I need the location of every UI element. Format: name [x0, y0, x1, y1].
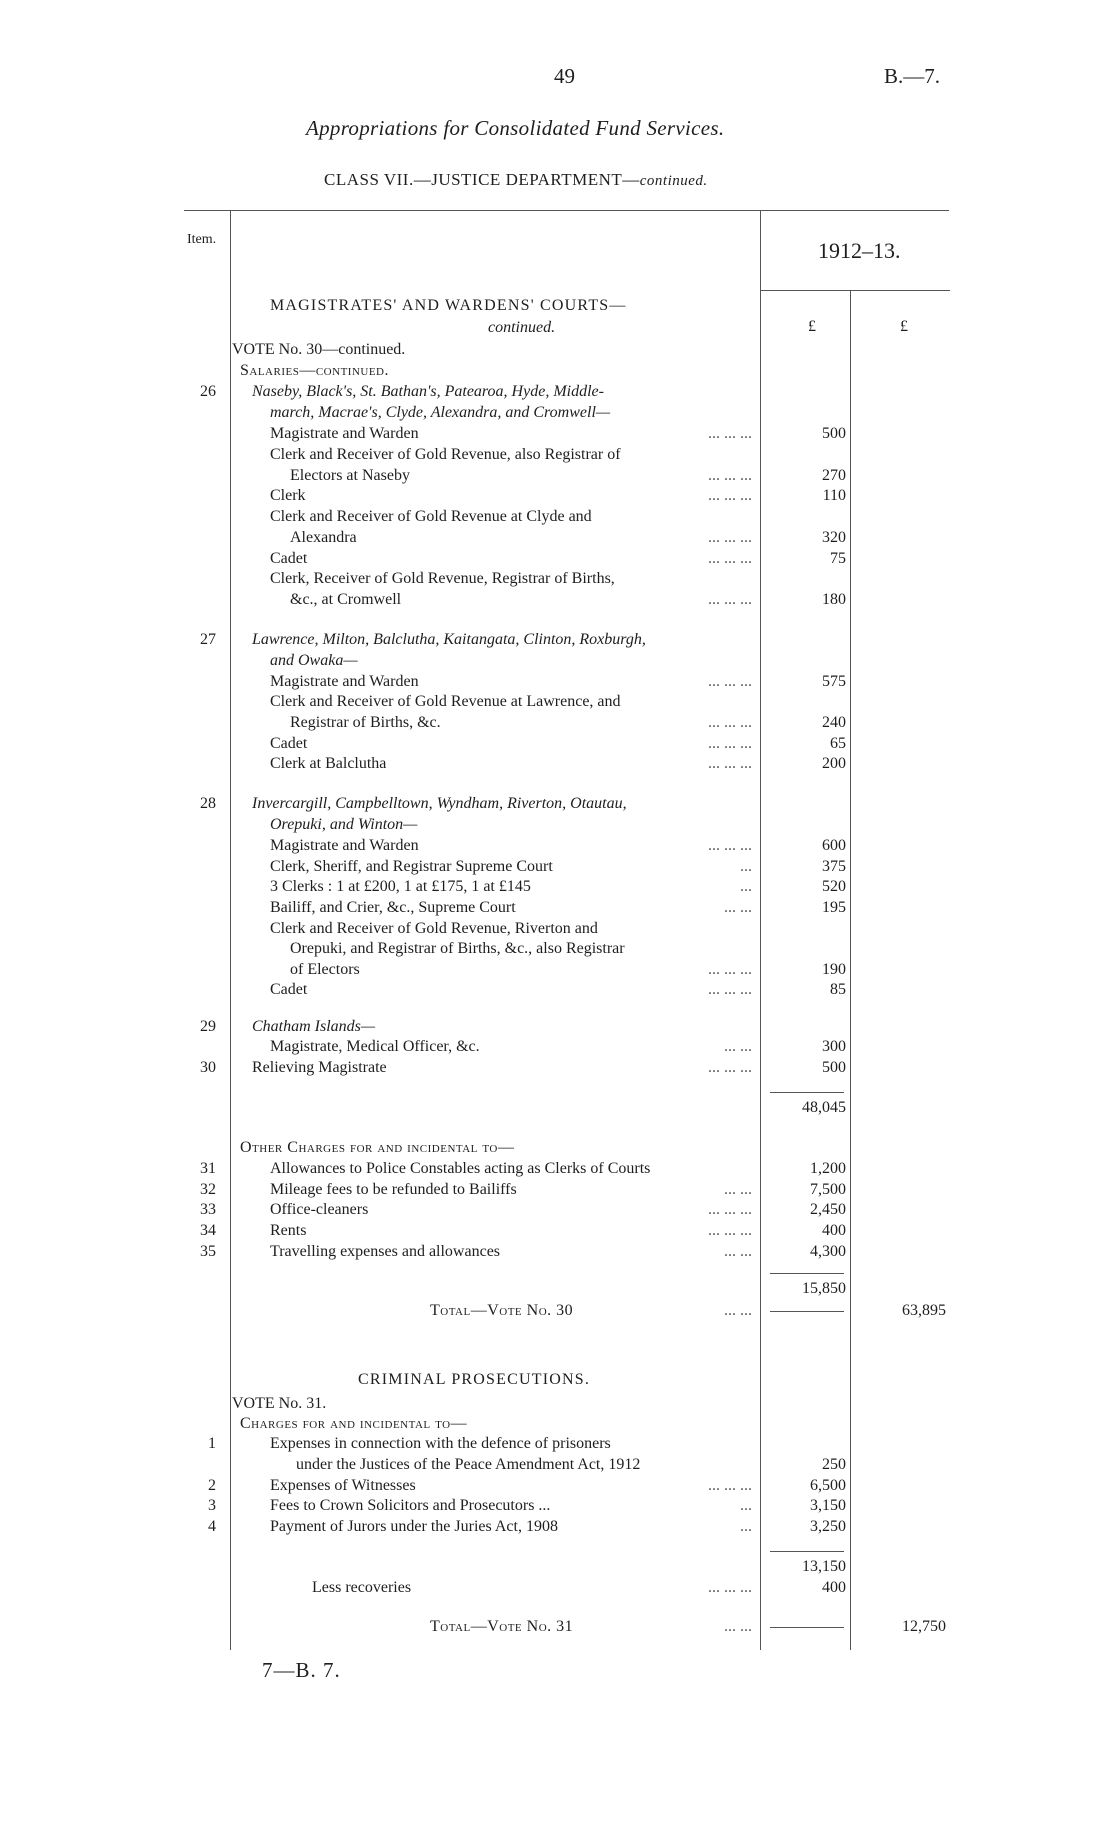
table-row	[0, 1180, 1114, 1200]
amount-item: 65	[830, 735, 846, 752]
table-row	[0, 836, 1114, 856]
amount-total: 12,750	[902, 1618, 946, 1635]
table-row	[0, 980, 1114, 1000]
table-row	[0, 1455, 1114, 1475]
document-reference: B.—7.	[884, 64, 941, 88]
amount-item: 375	[822, 858, 846, 875]
table-row	[0, 1017, 1114, 1037]
leader-dots: ... ... ...	[708, 1477, 752, 1494]
class-heading-main: CLASS VII.—JUSTICE DEPARTMENT—	[324, 170, 640, 189]
row-description: march, Macrae's, Clyde, Alexandra, and Cromwell—	[270, 404, 611, 421]
row-description: &c., at Cromwell	[290, 591, 402, 608]
table-row	[0, 1279, 1114, 1299]
amount-item: 7,500	[810, 1181, 846, 1198]
row-description: Invercargill, Campbelltown, Wyndham, Riverton, Otautau,	[252, 795, 627, 812]
row-description: Registrar of Births, &c.	[290, 714, 441, 731]
row-description: Cadet	[270, 550, 308, 567]
amount-item: 48,045	[802, 1099, 846, 1116]
amount-item: 3,150	[810, 1497, 846, 1514]
table-row	[0, 794, 1114, 814]
table-row	[0, 960, 1114, 980]
table-row	[0, 1476, 1114, 1496]
table-row	[0, 1242, 1114, 1262]
table-row	[0, 939, 1114, 959]
table-row	[0, 1138, 1114, 1158]
row-description: Chatham Islands—	[252, 1018, 376, 1035]
table-row	[0, 1159, 1114, 1179]
row-description: Alexandra	[290, 529, 357, 546]
page-subtitle: Appropriations for Consolidated Fund Services.	[306, 116, 725, 140]
leader-dots: ... ... ...	[708, 981, 752, 998]
row-description: Expenses in connection with the defence of prisoners	[270, 1435, 611, 1452]
item-number: 29	[200, 1018, 216, 1035]
row-description: Orepuki, and Winton—	[270, 816, 418, 833]
amount-item: 250	[822, 1456, 846, 1473]
table-row	[0, 1578, 1114, 1598]
item-number: 1	[208, 1435, 216, 1452]
amount-item: 75	[830, 550, 846, 567]
class-heading-continued: continued.	[639, 173, 708, 189]
item-number: 2	[208, 1477, 216, 1494]
amount-item: 240	[822, 714, 846, 731]
leader-dots: ... ...	[724, 899, 752, 916]
item-number: 30	[200, 1059, 216, 1076]
pound-symbol-2: £	[900, 318, 908, 335]
row-description: Travelling expenses and allowances	[270, 1243, 501, 1260]
row-description: Mileage fees to be refunded to Bailiffs	[270, 1181, 517, 1198]
row-description: Total—Vote No. 31	[430, 1618, 574, 1635]
year-underline	[760, 290, 950, 291]
leader-dots: ... ... ...	[708, 550, 752, 567]
table-row	[0, 318, 1114, 338]
amount-item: 3,250	[810, 1518, 846, 1535]
row-description: Other Charges for and incidental to—	[240, 1139, 515, 1156]
table-row	[0, 877, 1114, 897]
row-description: Office-cleaners	[270, 1201, 369, 1218]
subtotal-rule-4	[770, 1551, 844, 1552]
leader-dots: ... ...	[724, 1038, 752, 1055]
row-description: Magistrate and Warden	[270, 425, 419, 442]
row-description: Salaries—continued.	[240, 362, 389, 379]
leader-dots: ... ... ...	[708, 1222, 752, 1239]
row-description: Relieving Magistrate	[252, 1059, 387, 1076]
amount-item: 200	[822, 755, 846, 772]
table-row	[0, 1414, 1114, 1434]
row-description: Expenses of Witnesses	[270, 1477, 416, 1494]
table-row	[0, 403, 1114, 423]
item-number: 33	[200, 1201, 216, 1218]
amount-item: 15,850	[802, 1280, 846, 1297]
table-row	[0, 445, 1114, 465]
row-description: Payment of Jurors under the Juries Act, 1908	[270, 1518, 558, 1535]
row-description: VOTE No. 30—continued.	[232, 341, 406, 358]
row-description: Allowances to Police Constables acting as Clerks of Courts	[270, 1160, 651, 1177]
table-row	[0, 361, 1114, 381]
table-row	[0, 1221, 1114, 1241]
table-row	[0, 815, 1114, 835]
amount-item: 1,200	[810, 1160, 846, 1177]
leader-dots: ... ...	[724, 1181, 752, 1198]
leader-dots: ... ... ...	[708, 591, 752, 608]
row-description: Clerk and Receiver of Gold Revenue, Riverton and	[270, 920, 598, 937]
amount-item: 600	[822, 837, 846, 854]
row-description: Cadet	[270, 981, 308, 998]
row-description: Clerk and Receiver of Gold Revenue, also Registrar of	[270, 446, 621, 463]
table-row	[0, 528, 1114, 548]
table-row	[0, 630, 1114, 650]
amount-item: 300	[822, 1038, 846, 1055]
leader-dots: ...	[740, 1497, 752, 1514]
leader-dots: ...	[740, 858, 752, 875]
amount-item: 6,500	[810, 1477, 846, 1494]
item-number: 28	[200, 795, 216, 812]
row-description: Clerk and Receiver of Gold Revenue at Lawrence, and	[270, 693, 621, 710]
leader-dots: ... ...	[724, 1618, 752, 1635]
page-number: 49	[554, 64, 575, 88]
table-row	[0, 754, 1114, 774]
table-row	[0, 507, 1114, 527]
leader-dots: ... ... ...	[708, 1579, 752, 1596]
table-row	[0, 1496, 1114, 1516]
row-description: Clerk, Receiver of Gold Revenue, Registrar of Births,	[270, 570, 615, 587]
table-row	[0, 672, 1114, 692]
table-row	[0, 857, 1114, 877]
item-number: 31	[200, 1160, 216, 1177]
row-description: Clerk at Balclutha	[270, 755, 387, 772]
row-description: Magistrate and Warden	[270, 837, 419, 854]
leader-dots: ... ... ...	[708, 714, 752, 731]
table-row	[0, 692, 1114, 712]
table-row	[0, 1517, 1114, 1537]
table-row	[0, 1557, 1114, 1577]
row-description: Cadet	[270, 735, 308, 752]
row-description: Electors at Naseby	[290, 467, 410, 484]
table-row	[0, 734, 1114, 754]
row-description: Less recoveries	[312, 1579, 412, 1596]
table-row	[0, 1098, 1114, 1118]
row-description: Magistrate, Medical Officer, &c.	[270, 1038, 480, 1055]
row-description: Clerk, Sheriff, and Registrar Supreme Court	[270, 858, 553, 875]
item-number: 32	[200, 1181, 216, 1198]
table-row	[0, 898, 1114, 918]
leader-dots: ... ... ...	[708, 1059, 752, 1076]
amount-item: 4,300	[810, 1243, 846, 1260]
leader-dots: ... ... ...	[708, 487, 752, 504]
table-row	[0, 1370, 1114, 1390]
leader-dots: ... ... ...	[708, 425, 752, 442]
amount-item: 85	[830, 981, 846, 998]
row-description: and Owaka—	[270, 652, 358, 669]
table-row	[0, 1617, 1114, 1637]
item-number: 26	[200, 383, 216, 400]
row-description: Orepuki, and Registrar of Births, &c., also Registrar	[290, 940, 625, 957]
amount-item: 195	[822, 899, 846, 916]
subtotal-rule-1	[770, 1092, 844, 1093]
table-row	[0, 340, 1114, 360]
item-number: 27	[200, 631, 216, 648]
subtotal-rule-2	[770, 1273, 844, 1274]
row-description: Naseby, Black's, St. Bathan's, Patearoa, Hyde, Middle-	[252, 383, 604, 400]
row-description: Fees to Crown Solicitors and Prosecutors ...	[270, 1497, 551, 1514]
row-description: Clerk and Receiver of Gold Revenue at Clyde and	[270, 508, 592, 525]
leader-dots: ... ... ...	[708, 735, 752, 752]
table-row	[0, 296, 1114, 316]
row-description: of Electors	[290, 961, 360, 978]
amount-item: 320	[822, 529, 846, 546]
leader-dots: ... ... ...	[708, 673, 752, 690]
table-row	[0, 424, 1114, 444]
amount-item: 500	[822, 1059, 846, 1076]
item-number: 34	[200, 1222, 216, 1239]
amount-item: 520	[822, 878, 846, 895]
top-rule	[184, 210, 949, 211]
amount-item: 400	[822, 1579, 846, 1596]
table-row	[0, 919, 1114, 939]
table-row	[0, 713, 1114, 733]
row-description: Lawrence, Milton, Balclutha, Kaitangata, Clinton, Roxburgh,	[252, 631, 646, 648]
amount-item: 500	[822, 425, 846, 442]
amount-item: 400	[822, 1222, 846, 1239]
table-row	[0, 590, 1114, 610]
leader-dots: ... ... ...	[708, 467, 752, 484]
table-row	[0, 1434, 1114, 1454]
table-row	[0, 466, 1114, 486]
amount-item: 575	[822, 673, 846, 690]
table-row	[0, 549, 1114, 569]
amount-item: 13,150	[802, 1558, 846, 1575]
row-description: Magistrate and Warden	[270, 673, 419, 690]
item-number: 4	[208, 1518, 216, 1535]
leader-dots: ... ... ...	[708, 961, 752, 978]
item-number: 35	[200, 1243, 216, 1260]
row-description: Bailiff, and Crier, &c., Supreme Court	[270, 899, 516, 916]
table-row	[0, 1394, 1114, 1414]
table-row	[0, 651, 1114, 671]
table-row	[0, 382, 1114, 402]
table-row	[0, 1200, 1114, 1220]
amount-item: 190	[822, 961, 846, 978]
row-description: Charges for and incidental to—	[240, 1415, 468, 1432]
row-description: Total—Vote No. 30	[430, 1302, 574, 1319]
amount-total: 63,895	[902, 1302, 946, 1319]
amount-item: 110	[822, 487, 846, 504]
leader-dots: ...	[740, 1518, 752, 1535]
table-row	[0, 486, 1114, 506]
amount-item: 270	[822, 467, 846, 484]
item-column-header: Item.	[187, 232, 217, 247]
table-row	[0, 1301, 1114, 1321]
table-row	[0, 1037, 1114, 1057]
class-heading	[324, 170, 708, 190]
amount-item: 2,450	[810, 1201, 846, 1218]
leader-dots: ... ... ...	[708, 1201, 752, 1218]
row-description: under the Justices of the Peace Amendment Act, 1912	[296, 1456, 641, 1473]
leader-dots: ... ... ...	[708, 755, 752, 772]
row-description: CRIMINAL PROSECUTIONS.	[358, 1371, 591, 1388]
leader-dots: ...	[740, 878, 752, 895]
pound-symbol-1: £	[808, 318, 816, 335]
item-number: 3	[208, 1497, 216, 1514]
row-description: continued.	[488, 319, 556, 336]
row-description: MAGISTRATES' AND WARDENS' COURTS—	[270, 297, 627, 314]
leader-dots: ... ...	[724, 1243, 752, 1260]
leader-dots: ... ... ...	[708, 529, 752, 546]
table-row	[0, 569, 1114, 589]
amount-item: 180	[822, 591, 846, 608]
year-column-header: 1912–13.	[818, 238, 901, 263]
row-description: Clerk	[270, 487, 306, 504]
row-description: Rents	[270, 1222, 307, 1239]
leader-dots: ... ...	[724, 1302, 752, 1319]
footer-signature: 7—B. 7.	[262, 1658, 341, 1682]
table-row	[0, 1058, 1114, 1078]
row-description: VOTE No. 31.	[232, 1395, 327, 1412]
leader-dots: ... ... ...	[708, 837, 752, 854]
row-description: 3 Clerks : 1 at £200, 1 at £175, 1 at £145	[270, 878, 531, 895]
